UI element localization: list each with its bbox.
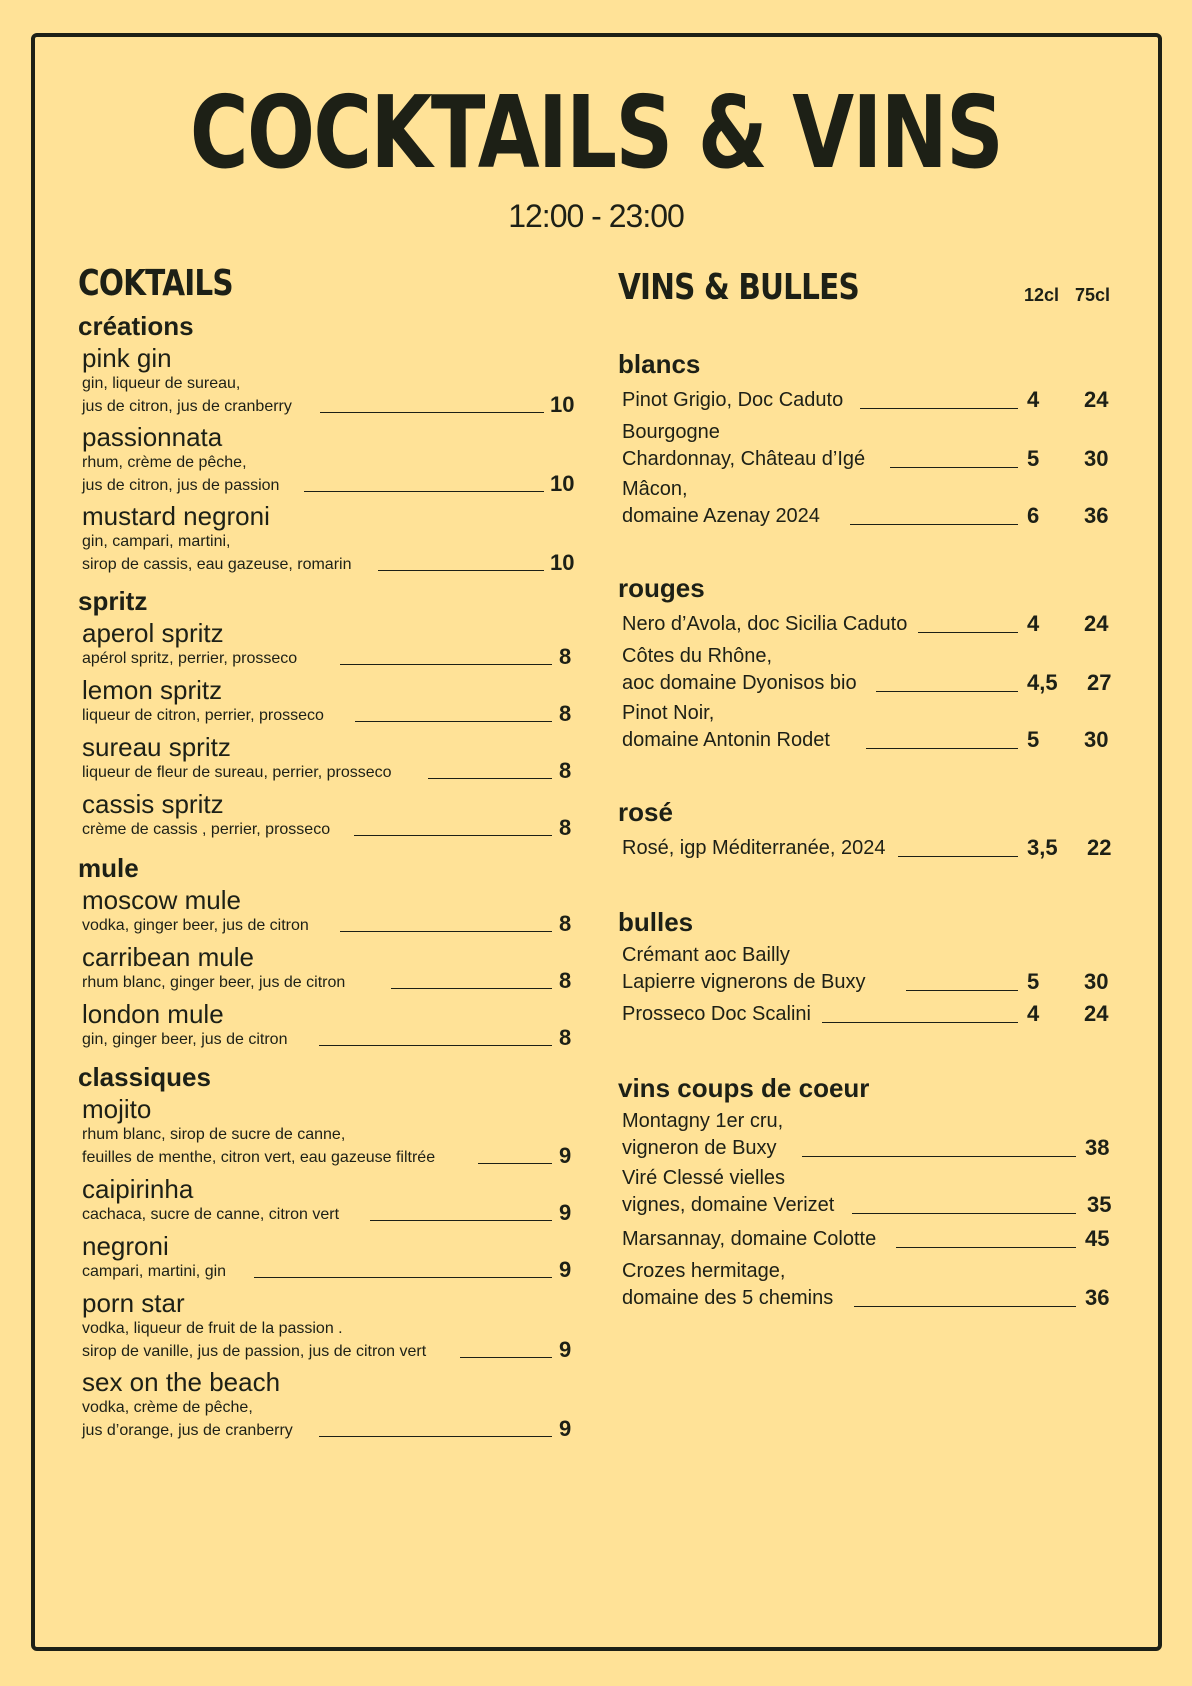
cocktail-item: [82, 423, 576, 497]
leader-line: [370, 1220, 552, 1221]
leader-line: [304, 491, 544, 492]
wine-price-12cl: 4: [1027, 387, 1040, 412]
wine-item: [622, 1108, 1116, 1162]
wine-price-75cl: 38: [1085, 1135, 1110, 1160]
cocktail-name: moscow mule: [82, 885, 241, 915]
leader-line: [898, 856, 1018, 857]
cocktail-description: vodka, crème de pêche,: [82, 1399, 253, 1416]
size-12cl-label: 12cl: [1024, 285, 1060, 305]
cocktail-item: [82, 619, 576, 670]
cocktail-item: [82, 502, 576, 576]
wine-item: [622, 611, 1116, 638]
wine-price-12cl: 6: [1027, 503, 1040, 528]
wine-price-75cl: 27: [1087, 670, 1112, 695]
cocktail-description: campari, martini, gin: [82, 1263, 227, 1280]
wine-item: [622, 1001, 1116, 1028]
cocktail-price: 8: [559, 968, 572, 993]
category-blancs: blancs: [618, 349, 701, 379]
wine-price-75cl: 22: [1087, 835, 1112, 860]
leader-line: [802, 1156, 1076, 1157]
wine-price-75cl: 30: [1084, 446, 1109, 471]
cocktail-description: sirop de cassis, eau gazeuse, romarin: [82, 556, 352, 573]
cocktail-item: [82, 943, 576, 994]
leader-line: [340, 664, 552, 665]
cocktail-name: sureau spritz: [82, 732, 231, 762]
leader-line: [319, 1436, 552, 1437]
cocktail-price: 8: [559, 1025, 572, 1050]
leader-line: [428, 778, 552, 779]
cocktail-item: [82, 733, 576, 784]
cocktail-description: rhum, crème de pêche,: [82, 454, 247, 471]
cocktail-price: 10: [550, 471, 575, 496]
cocktail-item: [82, 344, 576, 418]
cocktail-price: 8: [559, 815, 572, 840]
wines-heading: VINS & BULLES: [618, 267, 859, 308]
wine-name: domaine Azenay 2024: [622, 505, 820, 527]
cocktail-item: [82, 790, 576, 841]
cocktail-description: sirop de vanille, jus de passion, jus de citron vert: [82, 1343, 427, 1360]
cocktail-price: 9: [559, 1200, 572, 1225]
menu-title: COCKTAILS & VINS: [189, 74, 1003, 191]
wine-name: domaine des 5 chemins: [622, 1287, 834, 1309]
wine-name: Pinot Grigio, Doc Caduto: [622, 389, 844, 411]
wine-name: aoc domaine Dyonisos bio: [622, 672, 857, 694]
wine-price-75cl: 24: [1084, 1001, 1109, 1026]
leader-line: [340, 931, 552, 932]
wine-price-75cl: 30: [1084, 969, 1109, 994]
cocktail-item: [82, 886, 576, 937]
wine-price-75cl: 45: [1085, 1226, 1110, 1251]
category-rose: rosé: [618, 797, 673, 827]
wine-item: [622, 1258, 1116, 1312]
wine-name: Marsannay, domaine Colotte: [622, 1228, 877, 1250]
wine-name: Crémant aoc Bailly: [622, 944, 790, 966]
wine-name: Crozes hermitage,: [622, 1260, 786, 1282]
cocktail-description: cachaca, sucre de canne, citron vert: [82, 1206, 340, 1223]
cocktail-name: aperol spritz: [82, 618, 224, 648]
cocktail-name: caipirinha: [82, 1174, 194, 1204]
cocktail-item: [82, 1368, 576, 1442]
cocktail-description: jus de citron, jus de cranberry: [82, 398, 292, 415]
cocktail-name: porn star: [82, 1288, 185, 1318]
leader-line: [254, 1277, 552, 1278]
leader-line: [478, 1163, 552, 1164]
cocktail-item: [82, 1095, 576, 1169]
leader-line: [460, 1357, 552, 1358]
category-coups-de-coeur: vins coups de coeur: [618, 1073, 870, 1103]
wine-price-75cl: 24: [1084, 387, 1109, 412]
cocktail-item: [82, 1175, 576, 1226]
cocktail-description: vodka, ginger beer, jus de citron: [82, 917, 309, 934]
wine-name: Côtes du Rhône,: [622, 645, 773, 667]
category-mule: mule: [78, 853, 139, 883]
cocktail-price: 8: [559, 701, 572, 726]
cocktail-price: 9: [559, 1337, 572, 1362]
wine-price-12cl: 5: [1027, 969, 1040, 994]
cocktail-description: liqueur de fleur de sureau, perrier, prosseco: [82, 764, 392, 781]
cocktail-description: liqueur de citron, perrier, prosseco: [82, 707, 324, 724]
wine-item: [622, 700, 1116, 754]
wine-price-75cl: 35: [1087, 1192, 1112, 1217]
cocktail-name: sex on the beach: [82, 1367, 281, 1397]
cocktail-price: 8: [559, 911, 572, 936]
wine-item: [622, 942, 1116, 996]
cocktail-description: crème de cassis , perrier, prosseco: [82, 821, 331, 838]
cocktail-description: rhum blanc, sirop de sucre de canne,: [82, 1126, 346, 1143]
wine-item: [622, 1165, 1116, 1219]
leader-line: [319, 1045, 552, 1046]
wine-name: Montagny 1er cru,: [622, 1110, 784, 1132]
leader-line: [854, 1306, 1076, 1307]
cocktail-price: 10: [550, 550, 575, 575]
wine-name: Rosé, igp Méditerranée, 2024: [622, 837, 886, 859]
cocktail-description: feuilles de menthe, citron vert, eau gazeuse filtrée: [82, 1149, 436, 1166]
category-rouges: rouges: [618, 573, 705, 603]
wine-item: [622, 835, 1116, 862]
wine-price-12cl: 4: [1027, 611, 1040, 636]
wine-item: [622, 476, 1116, 530]
wine-name: vigneron de Buxy: [622, 1137, 777, 1159]
leader-line: [860, 408, 1018, 409]
wine-name: vignes, domaine Verizet: [622, 1194, 835, 1216]
wine-item: [622, 387, 1116, 414]
category-spritz: spritz: [78, 586, 148, 616]
cocktail-name: pink gin: [82, 343, 172, 373]
wine-name: Chardonnay, Château d’Igé: [622, 448, 866, 470]
wine-name: Viré Clessé vielles: [622, 1167, 786, 1189]
leader-line: [896, 1247, 1076, 1248]
cocktail-item: [82, 1289, 576, 1363]
cocktail-name: mojito: [82, 1094, 152, 1124]
leader-line: [378, 570, 544, 571]
wine-item: [622, 1226, 1116, 1253]
wine-price-12cl: 4,5: [1027, 670, 1058, 695]
cocktail-description: gin, liqueur de sureau,: [82, 375, 241, 392]
cocktail-name: london mule: [82, 999, 224, 1029]
cocktail-description: jus de citron, jus de passion: [82, 477, 280, 494]
cocktail-name: cassis spritz: [82, 789, 224, 819]
cocktail-description: vodka, liqueur de fruit de la passion .: [82, 1320, 343, 1337]
cocktail-name: lemon spritz: [82, 675, 223, 705]
wine-name: Bourgogne: [622, 421, 720, 443]
wine-item: [622, 419, 1116, 473]
cocktail-description: gin, ginger beer, jus de citron: [82, 1031, 288, 1048]
cocktail-price: 9: [559, 1143, 572, 1168]
leader-line: [890, 467, 1018, 468]
size-75cl-label: 75cl: [1075, 285, 1111, 305]
leader-line: [354, 835, 552, 836]
cocktail-price: 8: [559, 644, 572, 669]
wine-price-75cl: 36: [1085, 1285, 1110, 1310]
wine-name: Prosseco Doc Scalini: [622, 1003, 811, 1025]
wine-name: Lapierre vignerons de Buxy: [622, 971, 866, 993]
leader-line: [320, 412, 544, 413]
category-bulles: bulles: [618, 907, 694, 937]
leader-line: [918, 632, 1018, 633]
cocktails-heading: COKTAILS: [78, 263, 233, 304]
category-creations: créations: [78, 311, 194, 341]
wine-price-12cl: 4: [1027, 1001, 1040, 1026]
wine-item: [622, 643, 1116, 697]
cocktail-name: carribean mule: [82, 942, 254, 972]
cocktail-price: 10: [550, 392, 575, 417]
wine-price-75cl: 36: [1084, 503, 1109, 528]
cocktail-item: [82, 1232, 576, 1283]
category-classiques: classiques: [78, 1062, 211, 1092]
cocktail-description: apérol spritz, perrier, prosseco: [82, 650, 298, 667]
cocktail-price: 8: [559, 758, 572, 783]
leader-line: [906, 990, 1018, 991]
cocktail-price: 9: [559, 1416, 572, 1441]
cocktail-description: jus d’orange, jus de cranberry: [82, 1422, 293, 1439]
leader-line: [866, 748, 1018, 749]
cocktail-description: rhum blanc, ginger beer, jus de citron: [82, 974, 346, 991]
leader-line: [876, 691, 1018, 692]
wine-name: Pinot Noir,: [622, 702, 715, 724]
leader-line: [850, 524, 1018, 525]
cocktail-price: 9: [559, 1257, 572, 1282]
leader-line: [355, 721, 552, 722]
wine-price-12cl: 3,5: [1027, 835, 1058, 860]
leader-line: [852, 1213, 1076, 1214]
wine-price-12cl: 5: [1027, 727, 1040, 752]
wine-price-12cl: 5: [1027, 446, 1040, 471]
wine-name: domaine Antonin Rodet: [622, 729, 830, 751]
wine-name: Mâcon,: [622, 478, 688, 500]
cocktail-description: gin, campari, martini,: [82, 533, 231, 550]
opening-hours: 12:00 - 23:00: [508, 198, 684, 234]
leader-line: [822, 1022, 1018, 1023]
wine-price-75cl: 24: [1084, 611, 1109, 636]
leader-line: [391, 988, 552, 989]
cocktail-item: [82, 1000, 576, 1051]
cocktail-name: mustard negroni: [82, 501, 270, 531]
cocktail-name: passionnata: [82, 422, 223, 452]
cocktail-name: negroni: [82, 1231, 169, 1261]
wine-price-75cl: 30: [1084, 727, 1109, 752]
cocktail-item: [82, 676, 576, 727]
wine-name: Nero d’Avola, doc Sicilia Caduto: [622, 613, 908, 635]
